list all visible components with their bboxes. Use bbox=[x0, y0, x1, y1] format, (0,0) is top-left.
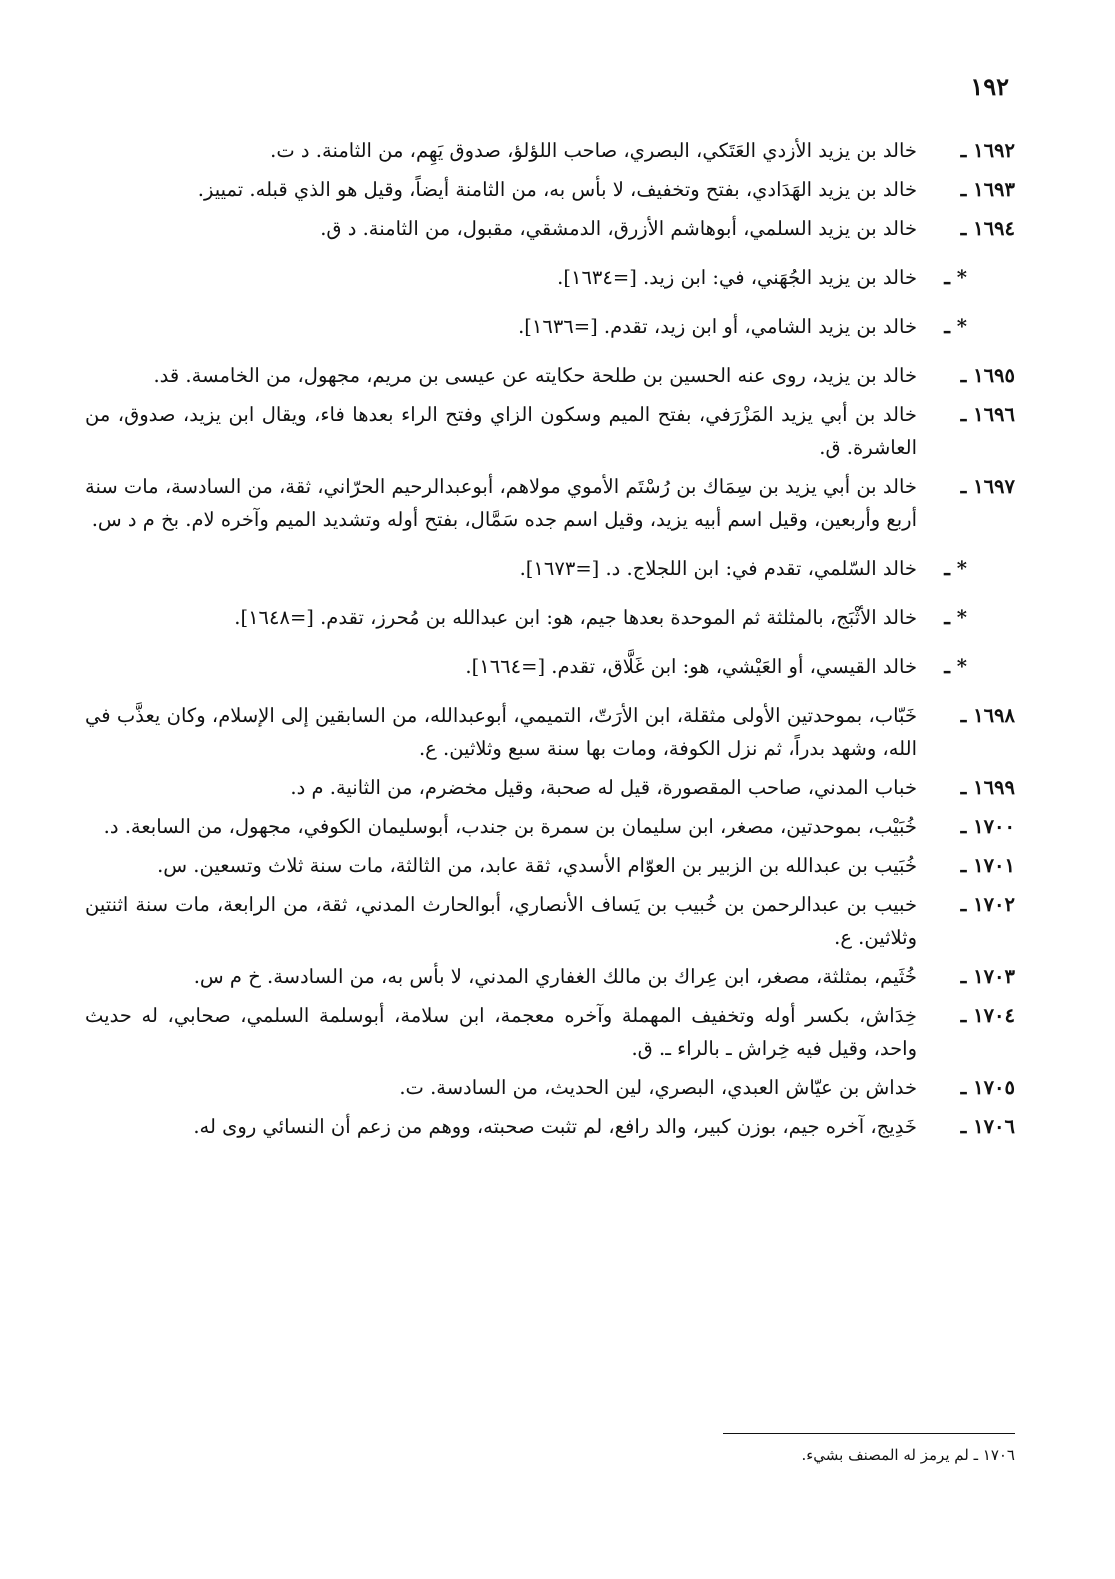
entry-text: خالد بن يزيد الأزدي العَتَكي، البصري، صاحب اللؤلؤ، صدوق يَهِم، من الثامنة. د ت. bbox=[270, 139, 917, 162]
biography-entry bbox=[85, 1110, 1015, 1143]
entry-text: خالد بن أبي يزيد المَزْرَفي، بفتح الميم وسكون الزاي وفتح الراء بعدها فاء، ويقال ابن يزيد، صدوق، من العاشرة. ق. bbox=[85, 403, 917, 459]
entry-text: خُثَيم، بمثلثة، مصغر، ابن عِراك بن مالك الغفاري المدني، لا بأس به، من السادسة. خ م س. bbox=[193, 965, 917, 988]
entry-text: خالد السّلمي، تقدم في: ابن اللجلاج. د. [=١٦٧٣]. bbox=[519, 557, 917, 580]
cross-reference-entry bbox=[85, 650, 1015, 683]
entry-number: ١٦٩٣ ـ bbox=[960, 178, 1015, 201]
entry-number: ١٧٠٥ ـ bbox=[960, 1076, 1015, 1099]
entry-text: خَبّاب، بموحدتين الأولى مثقلة، ابن الأرَتّ، التميمي، أبوعبدالله، من السابقين إلى الإسلام، وكان يعذَّب في الله، وشهد بدراً، ثم نزل الكوفة، ومات بها سنة سبع وثلاثين. ع. bbox=[85, 704, 917, 760]
cross-reference-marker: * ـ bbox=[944, 606, 967, 629]
entries-list bbox=[85, 134, 1015, 1149]
entry-number: ١٧٠٤ ـ bbox=[960, 1004, 1015, 1027]
biography-entry bbox=[85, 173, 1015, 206]
entry-text: خالد بن يزيد الجُهَني، في: ابن زيد. [=١٦٣٤]. bbox=[557, 266, 917, 289]
biography-entry bbox=[85, 398, 1015, 464]
entry-text: خباب المدني، صاحب المقصورة، قيل له صحبة، وقيل مخضرم، من الثانية. م د. bbox=[290, 776, 917, 799]
cross-reference-marker: * ـ bbox=[944, 557, 967, 580]
biography-entry bbox=[85, 960, 1015, 993]
entry-text: خالد بن يزيد الهَدَادي، بفتح وتخفيف، لا بأس به، من الثامنة أيضاً، وقيل هو الذي قبله. تمييز. bbox=[197, 178, 917, 201]
entry-number: ١٧٠٢ ـ bbox=[960, 893, 1015, 916]
entry-text: خالد بن يزيد، روى عنه الحسين بن طلحة حكايته عن عيسى بن مريم، مجهول، من الخامسة. قد. bbox=[153, 364, 917, 387]
biography-entry bbox=[85, 999, 1015, 1065]
cross-reference-marker: * ـ bbox=[944, 315, 967, 338]
biography-entry bbox=[85, 134, 1015, 167]
biography-entry bbox=[85, 212, 1015, 245]
entry-text: خبيب بن عبدالرحمن بن خُبيب بن يَساف الأنصاري، أبوالحارث المدني، ثقة، من الرابعة، مات سنة اثنتين وثلاثين. ع. bbox=[85, 893, 917, 949]
cross-reference-entry bbox=[85, 310, 1015, 343]
entry-text: خالد بن يزيد السلمي، أبوهاشم الأزرق، الدمشقي، مقبول، من الثامنة. د ق. bbox=[320, 217, 917, 240]
biography-entry bbox=[85, 359, 1015, 392]
entry-number: ١٦٩٤ ـ bbox=[960, 217, 1015, 240]
biography-entry bbox=[85, 1071, 1015, 1104]
entry-number: ١٦٩٥ ـ bbox=[960, 364, 1015, 387]
cross-reference-entry bbox=[85, 261, 1015, 294]
entry-number: ١٧٠٣ ـ bbox=[960, 965, 1015, 988]
entry-number: ١٦٩٩ ـ bbox=[960, 776, 1015, 799]
entry-text: خالد بن أبي يزيد بن سِمَاك بن رُسْتَم الأموي مولاهم، أبوعبدالرحيم الحرّاني، ثقة، من السادسة، مات سنة أربع وأربعين، وقيل اسم أبيه يزيد، وقيل اسم جده سَمَّال، بفتح أوله وتشديد الميم وآخره لام. بخ م د س. bbox=[85, 475, 917, 531]
entry-text: خالد القيسي، أو العَيْشي، هو: ابن غَلَّاق، تقدم. [=١٦٦٤]. bbox=[465, 655, 917, 678]
entry-number: ١٦٩٦ ـ bbox=[960, 403, 1015, 426]
biography-entry bbox=[85, 699, 1015, 765]
entry-text: خالد الأثْبَج، بالمثلثة ثم الموحدة بعدها جيم، هو: ابن عبدالله بن مُحرز، تقدم. [=١٦٤٨]. bbox=[234, 606, 917, 629]
entry-number: ١٦٩٨ ـ bbox=[960, 704, 1015, 727]
biography-entry bbox=[85, 849, 1015, 882]
entry-text: خالد بن يزيد الشامي، أو ابن زيد، تقدم. [=١٦٣٦]. bbox=[518, 315, 917, 338]
page-number: ١٩٢ bbox=[970, 72, 1009, 101]
biography-entry bbox=[85, 810, 1015, 843]
entry-text: خُبَيْب، بموحدتين، مصغر، ابن سليمان بن سمرة بن جندب، أبوسليمان الكوفي، مجهول، من السابعة. د. bbox=[103, 815, 917, 838]
entry-text: خِدَاش، بكسر أوله وتخفيف المهملة وآخره معجمة، ابن سلامة، أبوسلمة السلمي، صحابي، له حديث واحد، وقيل فيه خِراش ـ بالراء ـ. ق. bbox=[85, 1004, 917, 1060]
footnote: ١٧٠٦ ـ لم يرمز له المصنف بشيء. bbox=[801, 1446, 1015, 1464]
entry-text: خداش بن عيّاش العبدي، البصري، لين الحديث، من السادسة. ت. bbox=[399, 1076, 917, 1099]
entry-number: ١٧٠٦ ـ bbox=[960, 1115, 1015, 1138]
cross-reference-marker: * ـ bbox=[944, 266, 967, 289]
entry-number: ١٧٠١ ـ bbox=[960, 854, 1015, 877]
cross-reference-entry bbox=[85, 601, 1015, 634]
biography-entry bbox=[85, 470, 1015, 536]
entry-number: ١٧٠٠ ـ bbox=[960, 815, 1015, 838]
entry-text: خُبَيب بن عبدالله بن الزبير بن العوّام الأسدي، ثقة عابد، من الثالثة، مات سنة ثلاث وتسعين. س. bbox=[157, 854, 917, 877]
footnote-divider bbox=[723, 1433, 1015, 1434]
cross-reference-entry bbox=[85, 552, 1015, 585]
entry-number: ١٦٩٧ ـ bbox=[960, 475, 1015, 498]
biography-entry bbox=[85, 888, 1015, 954]
cross-reference-marker: * ـ bbox=[944, 655, 967, 678]
biography-entry bbox=[85, 771, 1015, 804]
entry-text: خَدِيج، آخره جيم، بوزن كبير، والد رافع، لم تثبت صحبته، ووهم من زعم أن النسائي روى له. bbox=[193, 1115, 917, 1138]
entry-number: ١٦٩٢ ـ bbox=[960, 139, 1015, 162]
